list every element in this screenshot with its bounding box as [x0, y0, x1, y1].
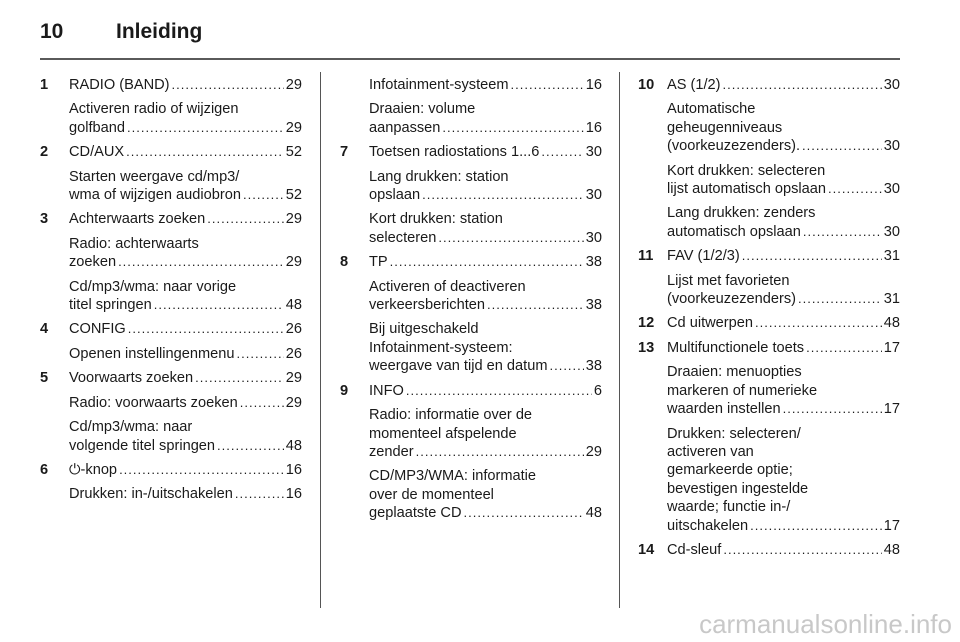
entry-text: FAV (1/2/3) [667, 248, 740, 265]
leader-dots [723, 541, 881, 559]
index-entry [340, 253, 602, 271]
page-reference-link[interactable]: 38 [585, 358, 602, 375]
entry-text: ⏻-knop [69, 461, 118, 478]
leader-dots [806, 339, 882, 357]
leader-dots [755, 314, 882, 332]
page-reference-link[interactable]: 52 [285, 187, 302, 204]
index-entry [340, 210, 602, 247]
page-reference-link[interactable]: 16 [585, 119, 602, 136]
entry-text: Lijst met favorieten [667, 272, 790, 289]
entry-text: Lang drukken: zenders [667, 205, 816, 222]
leader-dots [195, 369, 284, 387]
page-reference-link[interactable]: 30 [883, 138, 900, 155]
page-reference-link[interactable]: 29 [285, 211, 302, 228]
entry-text: opslaan [369, 187, 421, 204]
leader-dots [802, 137, 882, 155]
index-column-3 [638, 76, 900, 565]
entry-text: Achterwaarts zoeken [69, 211, 206, 228]
entry-text: Infotainment-systeem [369, 77, 509, 93]
index-entry [40, 394, 302, 412]
page-reference-link[interactable]: 16 [285, 486, 302, 503]
entry-number: 7 [340, 144, 349, 161]
entry-text: Draaien: volume [369, 101, 476, 118]
entry-text: weergave van tijd en datum [369, 358, 548, 375]
leader-dots [463, 504, 583, 522]
page-reference-link[interactable]: 29 [285, 77, 302, 93]
leader-dots [487, 296, 584, 314]
entry-text: Radio: achterwaarts [69, 235, 199, 252]
entry-text: CD/AUX [69, 144, 125, 161]
entry-text: waarden instellen [667, 401, 781, 418]
index-column-2 [340, 76, 602, 529]
index-entry [40, 485, 302, 503]
entry-text: INFO [369, 382, 404, 399]
page-reference-link[interactable]: 17 [883, 517, 900, 534]
leader-dots [406, 382, 592, 400]
leader-dots [243, 186, 284, 204]
entry-text: Cd-sleuf [667, 541, 722, 558]
index-entry [40, 320, 302, 338]
index-entry [638, 100, 900, 155]
index-entry [638, 272, 900, 309]
leader-dots [127, 119, 284, 137]
leader-dots [217, 437, 284, 455]
entry-text: Cd uitwerpen [667, 315, 753, 332]
page-reference-link[interactable]: 30 [585, 144, 602, 161]
leader-dots [803, 223, 882, 241]
entry-text: selecteren [369, 229, 437, 246]
chapter-title: Inleiding [116, 20, 203, 43]
index-entry [638, 162, 900, 199]
index-entry [40, 168, 302, 205]
index-entry [40, 235, 302, 272]
page-reference-link[interactable]: 48 [585, 505, 602, 522]
leader-dots [235, 485, 284, 503]
entry-text: Multifunctionele toets [667, 339, 805, 356]
page-reference-link[interactable]: 31 [883, 291, 900, 308]
page-reference-link[interactable]: 48 [883, 315, 900, 332]
entry-text: golfband [69, 119, 125, 136]
index-entry [40, 461, 302, 479]
page-reference-link[interactable]: 52 [285, 144, 302, 161]
leader-dots [119, 461, 284, 479]
leader-dots [118, 253, 284, 271]
entry-text: CONFIG [69, 321, 126, 338]
page-reference-link[interactable]: 16 [285, 461, 302, 478]
page-reference-link[interactable]: 30 [585, 229, 602, 246]
entry-text: lijst automatisch opslaan [667, 181, 826, 198]
page-number: 10 [40, 20, 64, 43]
entry-number: 10 [638, 77, 655, 93]
entry-text: Kort drukken: station [369, 211, 503, 228]
entry-text: AS (1/2) [667, 77, 721, 93]
entry-number: 6 [40, 461, 49, 478]
page-reference-link[interactable]: 29 [285, 370, 302, 387]
index-entry [638, 541, 900, 559]
leader-dots [723, 76, 882, 94]
entry-text: waarde; functie in-/ [667, 499, 791, 516]
page-reference-link[interactable]: 48 [285, 297, 302, 314]
leader-dots [172, 76, 284, 94]
page-reference-link[interactable]: 30 [883, 77, 900, 93]
page-reference-link[interactable]: 26 [285, 321, 302, 338]
entry-text: (voorkeuzezenders). [667, 138, 801, 155]
index-entry [340, 278, 602, 315]
entry-text: Toetsen radiostations 1...6 [369, 144, 540, 161]
entry-text: momenteel afspelende [369, 425, 517, 442]
entry-text: over de momenteel [369, 486, 494, 503]
entry-text: aanpassen [369, 119, 441, 136]
index-entry [40, 100, 302, 137]
entry-text: geplaatste CD [369, 505, 462, 522]
page-reference-link[interactable]: 30 [883, 223, 900, 240]
entry-text: bevestigen ingestelde [667, 480, 809, 497]
leader-dots [541, 143, 583, 161]
entry-text: Openen instellingenmenu [69, 345, 235, 362]
entry-text: gemarkeerde optie; [667, 462, 793, 479]
page-reference-link[interactable]: 48 [883, 541, 900, 558]
page-reference-link[interactable]: 29 [585, 443, 602, 460]
entry-text: Draaien: menuopties [667, 364, 802, 381]
leader-dots [128, 320, 284, 338]
leader-dots [750, 517, 882, 535]
leader-dots [416, 443, 584, 461]
leader-dots [438, 229, 583, 247]
header-divider [40, 58, 900, 60]
entry-text: automatisch opslaan [667, 223, 801, 240]
leader-dots [511, 76, 584, 94]
page-reference-link[interactable]: 29 [285, 394, 302, 411]
watermark: carmanualsonline.info [699, 609, 952, 639]
leader-dots [828, 180, 882, 198]
index-entry [638, 247, 900, 265]
leader-dots [549, 357, 583, 375]
entry-text: markeren of numerieke [667, 382, 818, 399]
entry-number: 13 [638, 339, 655, 356]
index-entry [340, 320, 602, 375]
leader-dots [798, 290, 882, 308]
leader-dots [442, 119, 583, 137]
entry-number: 3 [40, 211, 49, 228]
index-entry [638, 363, 900, 418]
index-entry [638, 425, 900, 535]
leader-dots [390, 253, 584, 271]
entry-number: 14 [638, 541, 655, 558]
column-divider [320, 72, 321, 608]
index-entry [340, 382, 602, 400]
index-entry [40, 143, 302, 161]
index-column-1 [40, 76, 302, 510]
column-divider [619, 72, 620, 608]
entry-text: RADIO (BAND) [69, 77, 170, 93]
leader-dots [742, 247, 882, 265]
entry-text: wma of wijzigen audiobron [69, 187, 241, 204]
entry-text: Radio: informatie over de [369, 407, 533, 424]
entry-text: zoeken [69, 254, 117, 271]
entry-text: Cd/mp3/wma: naar vorige [69, 278, 237, 295]
entry-text: uitschakelen [667, 517, 749, 534]
leader-dots [126, 143, 284, 161]
page-reference-link[interactable]: 29 [285, 254, 302, 271]
index-entry [340, 168, 602, 205]
page-header [40, 18, 900, 58]
entry-text: Activeren radio of wijzigen [69, 101, 239, 118]
leader-dots [422, 186, 584, 204]
entry-text: geheugenniveaus [667, 119, 783, 136]
index-entry [340, 467, 602, 522]
entry-text: Automatische [667, 101, 756, 118]
entry-text: CD/MP3/WMA: informatie [369, 468, 537, 485]
page-reference-link[interactable]: 48 [285, 437, 302, 454]
leader-dots [240, 394, 284, 412]
index-entry [340, 76, 602, 94]
page-reference-link[interactable]: 38 [585, 297, 602, 314]
entry-number: 5 [40, 370, 49, 387]
leader-dots [783, 400, 882, 418]
page-reference-link[interactable]: 31 [883, 248, 900, 265]
index-entry [638, 204, 900, 241]
index-entry [40, 210, 302, 228]
page-reference-link[interactable]: 29 [285, 119, 302, 136]
entry-text: TP [369, 254, 388, 271]
entry-text: volgende titel springen [69, 437, 216, 454]
entry-text: Infotainment-systeem: [369, 339, 513, 356]
leader-dots [154, 296, 284, 314]
index-entry [40, 76, 302, 94]
index-entry [340, 406, 602, 461]
page-reference-link[interactable]: 17 [883, 339, 900, 356]
entry-text: Lang drukken: station [369, 168, 509, 185]
page-reference-link[interactable]: 30 [585, 187, 602, 204]
entry-number: 8 [340, 254, 349, 271]
index-entry [638, 314, 900, 332]
entry-number: 11 [638, 248, 654, 265]
index-entry [340, 100, 602, 137]
entry-text: Bij uitgeschakeld [369, 321, 479, 338]
entry-text: Drukken: selecteren/ [667, 425, 801, 442]
entry-text: Activeren of deactiveren [369, 278, 526, 295]
entry-number: 9 [340, 382, 349, 399]
leader-dots [207, 210, 283, 228]
page-reference-link[interactable]: 38 [585, 254, 602, 271]
entry-text: Radio: voorwaarts zoeken [69, 394, 238, 411]
entry-number: 12 [638, 315, 655, 332]
index-entry [340, 143, 602, 161]
entry-text: titel springen [69, 297, 152, 314]
entry-text: Cd/mp3/wma: naar [69, 419, 193, 436]
page-reference-link[interactable]: 30 [883, 181, 900, 198]
index-entry [40, 345, 302, 363]
entry-text: zender [369, 443, 414, 460]
index-entry [40, 418, 302, 455]
page-reference-link[interactable]: 26 [285, 345, 302, 362]
entry-number: 2 [40, 144, 49, 161]
page-reference-link[interactable]: 6 [593, 382, 602, 399]
entry-text: Voorwaarts zoeken [69, 370, 194, 387]
index-entry [638, 76, 900, 94]
entry-text: Kort drukken: selecteren [667, 162, 826, 179]
page-reference-link[interactable]: 16 [585, 77, 602, 93]
leader-dots [237, 345, 284, 363]
page-reference-link[interactable]: 17 [883, 401, 900, 418]
entry-text: (voorkeuzezenders) [667, 291, 796, 308]
entry-text: verkeersberichten [369, 297, 485, 314]
entry-text: activeren van [667, 443, 754, 460]
index-entry [40, 369, 302, 387]
entry-number: 1 [40, 77, 49, 93]
entry-text: Starten weergave cd/mp3/ [69, 168, 240, 185]
entry-text: Drukken: in-/uitschakelen [69, 486, 233, 503]
index-entry [40, 278, 302, 315]
entry-number: 4 [40, 321, 49, 338]
index-entry [638, 339, 900, 357]
